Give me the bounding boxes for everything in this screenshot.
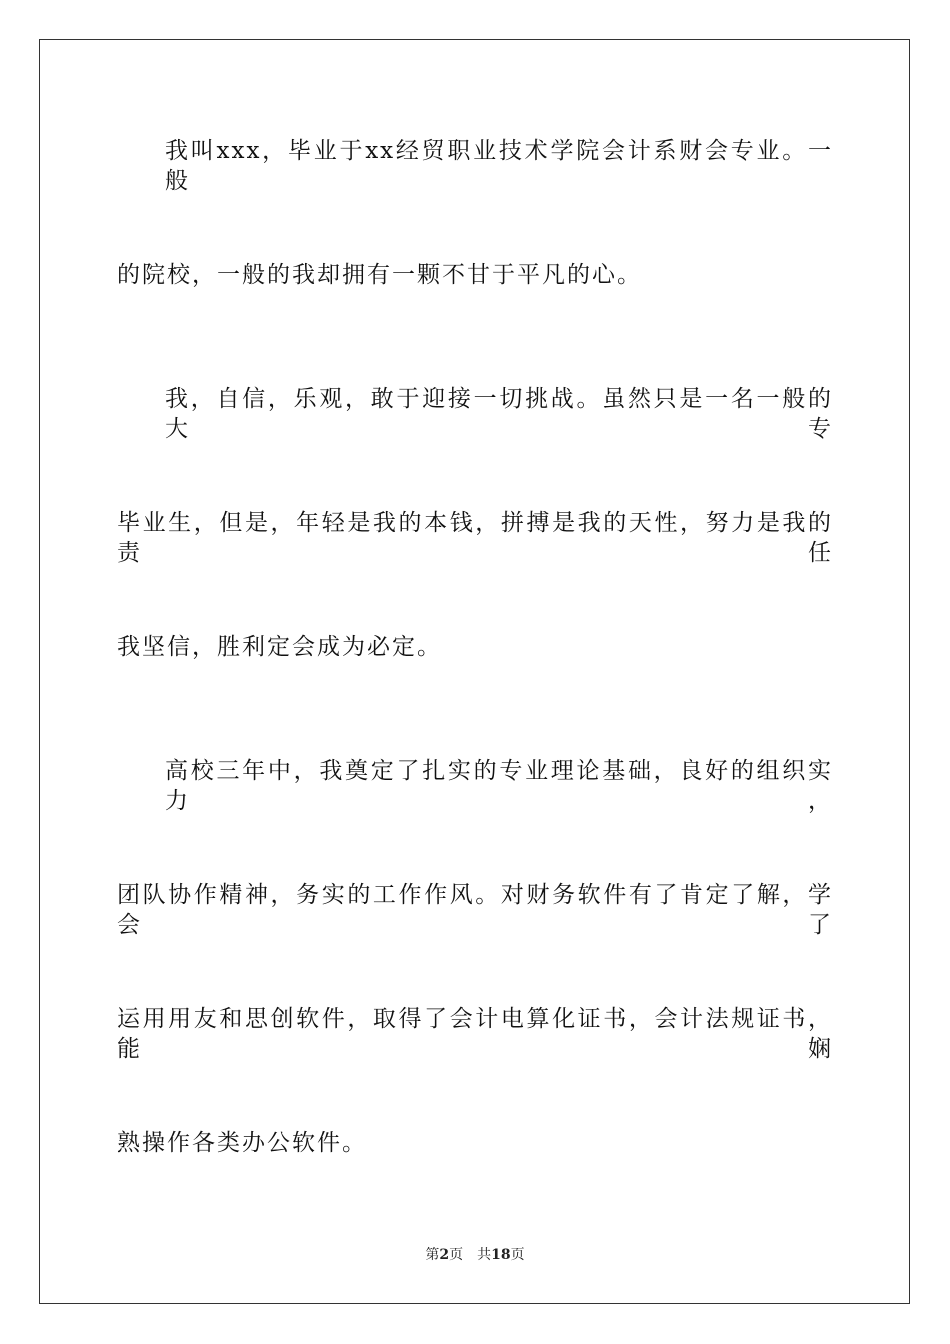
text-line-1: 我叫xxx，毕业于xx经贸职业技术学院会计系财会专业。一般 bbox=[165, 138, 833, 194]
text-line-3: 我，自信，乐观，敢于迎接一切挑战。虽然只是一名一般的大专 bbox=[165, 386, 833, 442]
footer-total-prefix: 共 bbox=[477, 1247, 492, 1263]
page-border bbox=[39, 39, 910, 1304]
page-footer bbox=[0, 1246, 950, 1264]
footer-page-suffix: 页 bbox=[449, 1247, 464, 1263]
text-line-8: 运用用友和思创软件，取得了会计电算化证书，会计法规证书，能娴 bbox=[117, 1006, 833, 1062]
text-line-6: 高校三年中，我奠定了扎实的专业理论基础，良好的组织实力， bbox=[165, 758, 833, 814]
text-line-4: 毕业生，但是，年轻是我的本钱，拼搏是我的天性，努力是我的责任 bbox=[117, 510, 833, 566]
footer-total-suffix: 页 bbox=[510, 1247, 525, 1263]
text-line-5: 我坚信，胜利定会成为必定。 bbox=[117, 634, 442, 660]
footer-page-prefix: 第 bbox=[425, 1247, 440, 1263]
footer-total-number: 18 bbox=[491, 1247, 511, 1263]
footer-page-number: 2 bbox=[439, 1247, 450, 1263]
text-line-2: 的院校，一般的我却拥有一颗不甘于平凡的心。 bbox=[117, 262, 642, 288]
text-line-7: 团队协作精神，务实的工作作风。对财务软件有了肯定了解，学会了 bbox=[117, 882, 833, 938]
text-line-9: 熟操作各类办公软件。 bbox=[117, 1130, 367, 1156]
